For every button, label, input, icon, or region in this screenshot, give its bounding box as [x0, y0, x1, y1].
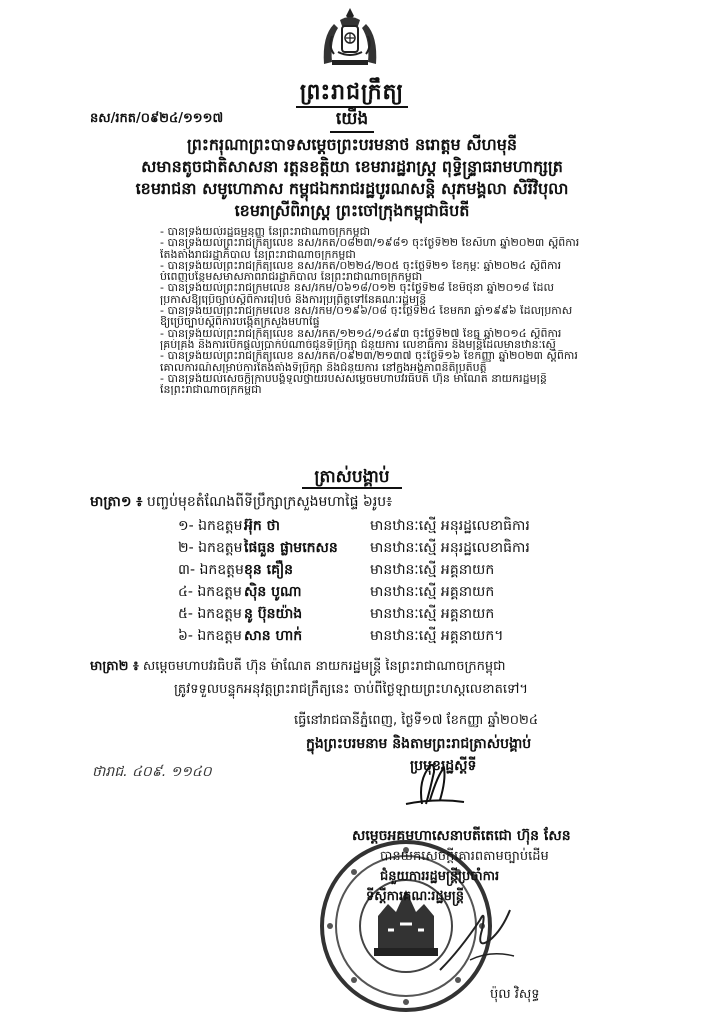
- acting-head-of-state: ប្រមុខរដ្ឋស្តីទី: [410, 758, 477, 774]
- appointee-rank: មានឋានៈស្មើ អគ្គនាយក: [370, 606, 495, 622]
- on-behalf-line: ក្នុងព្រះបរមនាម និងតាមព្រះរាជត្រាស់បង្គាប់: [306, 736, 532, 752]
- appointee-name: ខុន គឿន: [244, 562, 294, 578]
- appointee-rank: មានឋានៈស្មើ អនុរដ្ឋលេខាធិការ: [370, 540, 530, 556]
- decree-heading: ត្រាស់បង្គាប់: [314, 467, 390, 487]
- handwritten-registration-note: ថារាជ. ៤០៩. ១១៤០: [92, 764, 212, 780]
- article-1-label: មាត្រា១ ៖: [90, 494, 143, 510]
- appointee-number: ១- ឯកឧត្តម: [178, 518, 243, 534]
- reference-line: តែងតាំងរាជរដ្ឋាភិបាល នៃព្រះរាជាណាចក្រកម្ពុជា: [160, 248, 356, 260]
- article-2-line-2: ត្រូវទទួលបន្ទុកអនុវត្តព្រះរាជក្រឹត្យនេះ ចាប់ពីថ្ងៃឡាយព្រះហស្តលេខាតទៅ។: [174, 682, 528, 697]
- yeung-heading: យើង: [335, 109, 369, 129]
- king-title-line-3: ខេមរាជនា សមូហោភាស កម្ពុជឯករាជរដ្ឋបូរណសន្តិ សុភមង្គលា សិរីវិបុលា: [135, 179, 569, 198]
- reference-line: គោលការណ៍សម្រាប់ការតែងតាំងទីប្រឹក្សា និងជំនួយការ នៅក្នុងអង្គភាពនីតិប្រតិបត្តិ: [160, 361, 487, 373]
- appointee-number: ៣- ឯកឧត្តម: [178, 562, 244, 578]
- appointee-number: ២- ឯកឧត្តម: [178, 540, 243, 556]
- reference-line: - បានទ្រង់យល់ព្រះរាជក្រឹត្យលេខ នស/រកត/១២១៤/១៤៩៣ ចុះថ្ងៃទី២៧ ខែធ្នូ ឆ្នាំ២០១៤ ស្តីពីការ: [160, 327, 562, 339]
- reference-line: នៃព្រះរាជាណាចក្រកម្ពុជា: [160, 384, 262, 396]
- reference-line: ឱ្យប្រើច្បាប់ស្តីពីការបង្កើតក្រសួងមហាផ្ទៃ: [160, 316, 320, 328]
- certified-copy-line: បានយកសេចក្តីគោរពតាមច្បាប់ដើម: [380, 849, 549, 864]
- reference-line: - បានទ្រង់យល់ព្រះរាជក្រឹត្យលេខ នស/រកត/០៨២៣/១៩៨១ ចុះថ្ងៃទី២២ ខែសីហា ឆ្នាំ២០២៣ ស្តីពីការ: [160, 237, 580, 249]
- appointee-row: [0, 626, 704, 646]
- appointee-number: ៤- ឯកឧត្តម: [178, 584, 242, 600]
- reference-line: - បានទ្រង់យល់ព្រះរាជក្រឹត្យលេខ នស/រកត/០២២៤/២០៥ ចុះថ្ងៃទី២១ ខែកុម្ភៈ ឆ្នាំ២០២៤ ស្តីពីការ: [160, 259, 562, 272]
- appointee-row: [0, 604, 704, 624]
- seal-signature: [430, 900, 520, 980]
- appointee-name: នូ ប៊ុនយ៉ាង: [244, 606, 303, 622]
- reference-number: នស/រកត/០៩២៤/១១១៧: [90, 111, 224, 126]
- appointee-rank: មានឋានៈស្មើ អគ្គនាយក: [370, 562, 495, 578]
- appointee-name: ស៊ិន បូណា: [244, 584, 302, 600]
- reference-line: ប្រកាសឱ្យប្រើច្បាប់ស្តីពីការរៀបចំ និងការប្រព្រឹត្តទៅនៃគណៈរដ្ឋមន្ត្រី: [160, 293, 427, 306]
- appointee-number: ៥- ឯកឧត្តម: [178, 606, 242, 622]
- reference-line: - បានទ្រង់យល់សេចក្តីក្រាបបង្គំទូលថ្វាយរបស់សម្តេចមហាបវរធិបតី ហ៊ុន ម៉ាណែត នាយករដ្ឋមន្ត្រី: [160, 372, 547, 385]
- king-title-line-2: សមានតូចជាតិសាសនា រត្តនខត្តិយា ខេមរារដ្ឋរាស្ត្រ ពុទ្ធិន្ទ្រាធរាមហាក្សត្រ: [141, 157, 563, 176]
- reference-line: - បានទ្រង់យល់ព្រះរាជក្រឹត្យលេខ នស/រកត/០៩២៣/២១៣៧ ចុះថ្ងៃទី១៦ ខែកញ្ញា ឆ្នាំ២០២៣ ស្តីពីការ: [160, 350, 578, 362]
- reference-line: - បានទ្រង់យល់រដ្ឋធម្មនុញ្ញ នៃព្រះរាជាណាចក្រកម្ពុជា: [160, 226, 371, 238]
- yeung-underline: [330, 131, 374, 133]
- royal-coat-of-arms-icon: [318, 6, 382, 68]
- article-1-text: បញ្ចប់មុខតំណែងពីទីប្រឹក្សាក្រសួងមហាផ្ទៃ ៦រូប៖: [146, 494, 393, 510]
- place-and-date: ធ្វើនៅរាជធានីភ្នំពេញ, ថ្ងៃទី១៧ ខែកញ្ញា ឆ្នាំ២០២៤: [294, 713, 539, 728]
- reference-line: - បានទ្រង់យល់ព្រះរាជក្រមលេខ នស/រកម/០៦១៨/០១២ ចុះថ្ងៃទី២៨ ខែមិថុនា ឆ្នាំ២០១៨ ដែល: [160, 282, 554, 294]
- article-2: [90, 658, 506, 677]
- appointee-rank: មានឋានៈស្មើ អគ្គនាយក។: [370, 628, 504, 644]
- seal-signer-name: ប៉ុល វិសុទ្ធ: [490, 987, 540, 1002]
- appointee-row: [0, 560, 704, 580]
- head-of-state-signature: [400, 760, 470, 810]
- appointee-rank: មានឋានៈស្មើ អនុរដ្ឋលេខាធិការ: [370, 518, 530, 534]
- decree-title: ព្រះរាជក្រឹត្យ: [299, 80, 405, 105]
- article-1: [90, 492, 392, 513]
- article-2-line-1: សម្តេចមហាបវរធិបតី ហ៊ុន ម៉ាណែត នាយករដ្ឋមន្ត្រី នៃព្រះរាជាណាចក្រកម្ពុជា: [142, 659, 506, 674]
- prime-minister-name: សម្តេចអគ្គមហាសេនាបតីតេជោ ហ៊ុន សែន: [352, 828, 571, 844]
- appointee-name: អ៊ុក ថា: [244, 518, 280, 534]
- appointee-number: ៦- ឯកឧត្តម: [178, 628, 242, 644]
- king-title-line-1: ព្រះករុណាព្រះបាទសម្តេចព្រះបរមនាថ នរោត្តម សីហមុនី: [186, 135, 518, 154]
- king-title-line-4: ខេមរាស្រីពិរាស្ត្រ ព្រះចៅក្រុងកម្ពុជាធិបតី: [234, 201, 470, 220]
- appointee-row: [0, 516, 704, 536]
- reference-line: - បានទ្រង់យល់ព្រះរាជក្រមលេខ នស/រកម/០១៩៦/០៨ ចុះថ្ងៃទី២៤ ខែមករា ឆ្នាំ១៩៩៦ ដែលប្រកាស: [160, 305, 573, 317]
- reference-line: គ្រប់គ្រង និងការបើកផ្តល់ប្រាក់បំណាច់ជូនទីប្រឹក្សា ជំនួយការ លេខាធិការ និងមន្ត្រីដែលមានឋានៈស្មើ: [160, 338, 556, 351]
- appointee-row: [0, 582, 704, 602]
- appointee-row: [0, 538, 704, 558]
- duty-assistant-minister: ជំនួយការរដ្ឋមន្ត្រីប្រចាំការ: [380, 869, 500, 884]
- article-2-label: មាត្រា២ ៖: [90, 659, 139, 674]
- reference-line: បំពេញបន្ថែមសមាសភាពរាជរដ្ឋាភិបាល នៃព្រះរាជាណាចក្រកម្ពុជា: [160, 271, 423, 283]
- appointee-name: សាន ហាក់: [244, 628, 303, 644]
- council-of-ministers-office: ទីស្តីការគណៈរដ្ឋមន្ត្រី: [366, 889, 464, 904]
- legal-references: [160, 226, 630, 395]
- decree-underline: [302, 487, 402, 489]
- appointee-name: ផៃធួន ផ្លាមកេសន: [244, 540, 338, 556]
- appointee-rank: មានឋានៈស្មើ អគ្គនាយក: [370, 584, 495, 600]
